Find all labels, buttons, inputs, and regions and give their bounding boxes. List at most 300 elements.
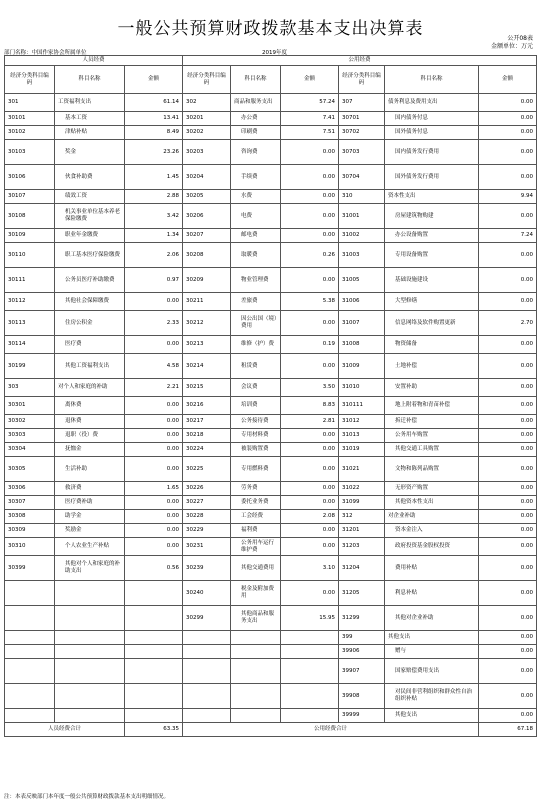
cell-name: 劳务费 <box>231 482 281 496</box>
cell-code: 307 <box>339 94 385 112</box>
cell-amount: 0.00 <box>125 510 183 524</box>
cell-name: 电费 <box>231 204 281 229</box>
cell-code: 30702 <box>339 126 385 140</box>
cell-code <box>5 581 55 606</box>
cell-name: 物业管理费 <box>231 268 281 293</box>
cell-code: 310111 <box>339 397 385 415</box>
cell-name: 伙食补助费 <box>55 165 125 190</box>
cell-code: 30239 <box>183 556 231 581</box>
cell-name: 个人农业生产补贴 <box>55 538 125 556</box>
cell-name: 津贴补贴 <box>55 126 125 140</box>
cell-code <box>5 645 55 659</box>
cell-amount: 0.00 <box>479 293 537 311</box>
cell-name: 其他商品和服务支出 <box>231 606 281 631</box>
cell-name: 专用燃料费 <box>231 457 281 482</box>
cell-amount: 0.00 <box>479 631 537 645</box>
cell-amount: 0.00 <box>479 336 537 354</box>
cell-code: 31022 <box>339 482 385 496</box>
cell-code: 30218 <box>183 429 231 443</box>
cell-amount: 0.00 <box>281 443 339 457</box>
cell-amount: 0.00 <box>281 268 339 293</box>
personnel-total-label: 人员经费合计 <box>5 723 125 737</box>
cell-name: 职工基本医疗保险缴费 <box>55 243 125 268</box>
cell-name: 国内债务发行费用 <box>385 140 479 165</box>
cell-amount: 0.00 <box>479 709 537 723</box>
year-label: 2019年度 <box>262 50 287 56</box>
cell-amount <box>125 631 183 645</box>
cell-amount: 0.00 <box>479 397 537 415</box>
cell-name: 住房公积金 <box>55 311 125 336</box>
cell-amount: 3.42 <box>125 204 183 229</box>
cell-amount: 0.00 <box>281 524 339 538</box>
cell-amount: 0.00 <box>479 165 537 190</box>
cell-name: 地上附着物和青苗补偿 <box>385 397 479 415</box>
header-name: 科目名称 <box>385 66 479 94</box>
cell-amount: 1.34 <box>125 229 183 243</box>
cell-name <box>231 684 281 709</box>
cell-code: 30209 <box>183 268 231 293</box>
cell-code: 30199 <box>5 354 55 379</box>
cell-code: 30701 <box>339 112 385 126</box>
cell-name: 咨询费 <box>231 140 281 165</box>
cell-name: 福利费 <box>231 524 281 538</box>
cell-name: 土地补偿 <box>385 354 479 379</box>
cell-amount: 0.00 <box>281 204 339 229</box>
cell-amount: 0.00 <box>125 293 183 311</box>
table-row <box>5 126 537 140</box>
cell-amount: 0.00 <box>125 336 183 354</box>
cell-name: 被装购置费 <box>231 443 281 457</box>
cell-name: 无形资产购置 <box>385 482 479 496</box>
cell-code: 30202 <box>183 126 231 140</box>
cell-code: 31005 <box>339 268 385 293</box>
cell-amount: 0.00 <box>281 165 339 190</box>
cell-name: 其他工资福利支出 <box>55 354 125 379</box>
cell-amount: 13.41 <box>125 112 183 126</box>
cell-name <box>55 684 125 709</box>
cell-code <box>5 684 55 709</box>
cell-code: 30704 <box>339 165 385 190</box>
table-row <box>5 684 537 709</box>
cell-amount: 0.00 <box>125 429 183 443</box>
cell-code: 30106 <box>5 165 55 190</box>
cell-name: 奖励金 <box>55 524 125 538</box>
cell-amount: 23.26 <box>125 140 183 165</box>
cell-code: 31019 <box>339 443 385 457</box>
cell-name: 资本金注入 <box>385 524 479 538</box>
cell-code: 30208 <box>183 243 231 268</box>
table-row <box>5 457 537 482</box>
cell-amount: 0.00 <box>125 538 183 556</box>
table-row <box>5 354 537 379</box>
cell-name: 资本性支出 <box>385 190 479 204</box>
cell-name <box>55 645 125 659</box>
cell-name <box>55 631 125 645</box>
cell-amount: 0.00 <box>281 538 339 556</box>
cell-name: 办公费 <box>231 112 281 126</box>
cell-code: 31010 <box>339 379 385 397</box>
cell-code: 30206 <box>183 204 231 229</box>
cell-name: 手续费 <box>231 165 281 190</box>
cell-code: 30217 <box>183 415 231 429</box>
cell-name: 税金及附加费用 <box>231 581 281 606</box>
table-row <box>5 645 537 659</box>
cell-code: 30214 <box>183 354 231 379</box>
cell-code: 30226 <box>183 482 231 496</box>
cell-name: 邮电费 <box>231 229 281 243</box>
cell-name: 离休费 <box>55 397 125 415</box>
cell-amount: 2.06 <box>125 243 183 268</box>
cell-amount: 0.00 <box>125 397 183 415</box>
cell-name: 物资储备 <box>385 336 479 354</box>
cell-amount <box>281 631 339 645</box>
cell-amount: 0.00 <box>479 606 537 631</box>
cell-amount: 0.00 <box>479 457 537 482</box>
cell-amount: 0.00 <box>281 311 339 336</box>
cell-name: 专用材料费 <box>231 429 281 443</box>
cell-code: 30101 <box>5 112 55 126</box>
cell-name: 其他对企业补助 <box>385 606 479 631</box>
cell-name: 信息网络及软件购置更新 <box>385 311 479 336</box>
cell-amount: 0.00 <box>281 229 339 243</box>
cell-code: 30299 <box>183 606 231 631</box>
cell-code: 30103 <box>5 140 55 165</box>
cell-name: 委托业务费 <box>231 496 281 510</box>
cell-amount: 0.00 <box>479 354 537 379</box>
header-amount: 金额 <box>479 66 537 94</box>
cell-amount: 0.00 <box>479 415 537 429</box>
cell-amount: 0.00 <box>281 140 339 165</box>
cell-code: 31021 <box>339 457 385 482</box>
cell-amount <box>125 684 183 709</box>
table-row <box>5 524 537 538</box>
cell-name: 培训费 <box>231 397 281 415</box>
cell-name: 公务接待费 <box>231 415 281 429</box>
personnel-group-header: 人员经费 <box>5 56 183 66</box>
cell-code: 30102 <box>5 126 55 140</box>
table-body <box>5 94 537 723</box>
cell-name <box>55 709 125 723</box>
cell-amount: 8.49 <box>125 126 183 140</box>
cell-amount: 0.00 <box>479 482 537 496</box>
table-row <box>5 659 537 684</box>
cell-name: 公务用车购置 <box>385 429 479 443</box>
cell-amount: 0.97 <box>125 268 183 293</box>
cell-amount: 0.00 <box>125 457 183 482</box>
cell-amount: 5.38 <box>281 293 339 311</box>
cell-code <box>5 606 55 631</box>
cell-name: 政府投资基金股权投资 <box>385 538 479 556</box>
table-row <box>5 190 537 204</box>
cell-name: 其他支出 <box>385 709 479 723</box>
cell-name <box>231 709 281 723</box>
cell-amount: 1.65 <box>125 482 183 496</box>
cell-name: 其他对个人和家庭的补助支出 <box>55 556 125 581</box>
footnote: 注：本表反映部门本年度一般公共预算财政拨款基本支出明细情况。 <box>4 794 170 800</box>
cell-code: 31012 <box>339 415 385 429</box>
public-total-label: 公用经费合计 <box>183 723 479 737</box>
cell-code <box>183 659 231 684</box>
cell-name: 其他资本性支出 <box>385 496 479 510</box>
page-title: 一般公共预算财政拨款基本支出决算表 <box>117 19 424 39</box>
cell-code: 312 <box>339 510 385 524</box>
cell-name: 对企业补助 <box>385 510 479 524</box>
cell-code <box>5 659 55 684</box>
cell-code: 30304 <box>5 443 55 457</box>
cell-name: 商品和服务支出 <box>231 94 281 112</box>
cell-amount: 0.00 <box>479 538 537 556</box>
cell-name: 退职（役）费 <box>55 429 125 443</box>
cell-code: 39999 <box>339 709 385 723</box>
cell-code: 30240 <box>183 581 231 606</box>
table-row <box>5 538 537 556</box>
cell-amount <box>281 684 339 709</box>
cell-amount <box>281 659 339 684</box>
cell-name: 绩效工资 <box>55 190 125 204</box>
table-row <box>5 243 537 268</box>
cell-code <box>183 645 231 659</box>
cell-amount: 7.51 <box>281 126 339 140</box>
cell-name: 房屋建筑物购建 <box>385 204 479 229</box>
cell-amount: 3.10 <box>281 556 339 581</box>
budget-table <box>4 55 537 737</box>
cell-code: 30227 <box>183 496 231 510</box>
cell-code: 31204 <box>339 556 385 581</box>
cell-code: 39908 <box>339 684 385 709</box>
cell-code: 31099 <box>339 496 385 510</box>
cell-code: 39906 <box>339 645 385 659</box>
cell-code: 30213 <box>183 336 231 354</box>
cell-code: 30205 <box>183 190 231 204</box>
cell-name: 机关事业单位基本养老保险缴费 <box>55 204 125 229</box>
cell-code: 30207 <box>183 229 231 243</box>
table-row <box>5 581 537 606</box>
cell-amount: 0.00 <box>479 510 537 524</box>
table-row <box>5 204 537 229</box>
cell-amount: 0.00 <box>479 556 537 581</box>
cell-name: 拆迁补偿 <box>385 415 479 429</box>
cell-amount: 0.00 <box>281 496 339 510</box>
table-row <box>5 229 537 243</box>
cell-amount <box>125 606 183 631</box>
cell-name: 维修（护）费 <box>231 336 281 354</box>
cell-name: 其他支出 <box>385 631 479 645</box>
header-code: 经济分类科目编码 <box>5 66 55 94</box>
cell-code: 30307 <box>5 496 55 510</box>
cell-amount: 0.00 <box>281 482 339 496</box>
cell-amount: 0.00 <box>479 659 537 684</box>
cell-name: 国家赔偿费用支出 <box>385 659 479 684</box>
cell-amount: 0.00 <box>479 204 537 229</box>
cell-code: 31001 <box>339 204 385 229</box>
cell-code: 30110 <box>5 243 55 268</box>
cell-code: 30107 <box>5 190 55 204</box>
cell-amount: 0.00 <box>281 190 339 204</box>
cell-name: 利息补贴 <box>385 581 479 606</box>
cell-name: 国外债务发行费用 <box>385 165 479 190</box>
cell-amount: 0.00 <box>479 243 537 268</box>
cell-name: 赠与 <box>385 645 479 659</box>
cell-amount: 0.56 <box>125 556 183 581</box>
cell-code: 30229 <box>183 524 231 538</box>
cell-name: 助学金 <box>55 510 125 524</box>
cell-name: 租赁费 <box>231 354 281 379</box>
cell-amount: 0.00 <box>125 415 183 429</box>
cell-code: 30211 <box>183 293 231 311</box>
cell-code <box>183 709 231 723</box>
cell-amount <box>281 645 339 659</box>
cell-code: 30215 <box>183 379 231 397</box>
cell-name: 文物和陈列品购置 <box>385 457 479 482</box>
cell-amount: 2.21 <box>125 379 183 397</box>
cell-amount: 3.50 <box>281 379 339 397</box>
cell-name: 费用补贴 <box>385 556 479 581</box>
cell-amount: 0.00 <box>479 429 537 443</box>
cell-name: 对民间非营利组织和群众性自治组织补贴 <box>385 684 479 709</box>
cell-amount: 2.88 <box>125 190 183 204</box>
cell-name: 其他交通工具购置 <box>385 443 479 457</box>
cell-amount <box>281 709 339 723</box>
table-row <box>5 165 537 190</box>
cell-name <box>231 659 281 684</box>
cell-name: 工资福利支出 <box>55 94 125 112</box>
cell-name: 差旅费 <box>231 293 281 311</box>
cell-code: 30399 <box>5 556 55 581</box>
cell-name <box>231 645 281 659</box>
table-row <box>5 379 537 397</box>
cell-code: 31205 <box>339 581 385 606</box>
cell-amount <box>125 659 183 684</box>
cell-amount: 61.14 <box>125 94 183 112</box>
cell-amount: 57.24 <box>281 94 339 112</box>
cell-amount: 0.00 <box>479 443 537 457</box>
header-name: 科目名称 <box>231 66 281 94</box>
cell-amount: 2.70 <box>479 311 537 336</box>
cell-amount: 0.00 <box>281 457 339 482</box>
cell-amount: 0.00 <box>479 268 537 293</box>
cell-code: 30231 <box>183 538 231 556</box>
table-row <box>5 429 537 443</box>
cell-amount <box>125 645 183 659</box>
cell-name: 基础设施建设 <box>385 268 479 293</box>
cell-code <box>183 631 231 645</box>
cell-amount: 0.00 <box>479 140 537 165</box>
cell-code: 303 <box>5 379 55 397</box>
cell-amount: 2.33 <box>125 311 183 336</box>
cell-amount: 0.00 <box>479 581 537 606</box>
table-row <box>5 140 537 165</box>
table-row <box>5 397 537 415</box>
cell-name: 水费 <box>231 190 281 204</box>
cell-name: 其他交通费用 <box>231 556 281 581</box>
cell-code: 399 <box>339 631 385 645</box>
cell-name: 工会经费 <box>231 510 281 524</box>
unit-label: 金额单位：万元 <box>490 43 533 50</box>
cell-amount: 0.00 <box>479 126 537 140</box>
cell-name: 奖金 <box>55 140 125 165</box>
cell-code: 39907 <box>339 659 385 684</box>
table-row <box>5 443 537 457</box>
cell-amount: 2.81 <box>281 415 339 429</box>
cell-name: 会议费 <box>231 379 281 397</box>
table-row <box>5 510 537 524</box>
cell-code: 31299 <box>339 606 385 631</box>
cell-amount: 0.00 <box>281 581 339 606</box>
cell-name: 对个人和家庭的补助 <box>55 379 125 397</box>
cell-code: 30310 <box>5 538 55 556</box>
cell-name: 办公设备购置 <box>385 229 479 243</box>
table-row <box>5 631 537 645</box>
cell-amount: 0.00 <box>281 429 339 443</box>
cell-amount: 4.58 <box>125 354 183 379</box>
cell-code: 30301 <box>5 397 55 415</box>
cell-code: 30309 <box>5 524 55 538</box>
cell-name: 取暖费 <box>231 243 281 268</box>
table-code: 公开08表 <box>507 35 533 42</box>
table-row <box>5 293 537 311</box>
cell-amount: 0.00 <box>479 645 537 659</box>
public-group-header: 公用经费 <box>183 56 537 66</box>
cell-name: 印刷费 <box>231 126 281 140</box>
cell-name: 职业年金缴费 <box>55 229 125 243</box>
cell-name: 国外债务付息 <box>385 126 479 140</box>
cell-code: 31002 <box>339 229 385 243</box>
cell-amount <box>125 709 183 723</box>
cell-name: 公务员医疗补助缴费 <box>55 268 125 293</box>
cell-name: 医疗费 <box>55 336 125 354</box>
header-amount: 金额 <box>125 66 183 94</box>
cell-amount: 0.00 <box>125 524 183 538</box>
cell-code: 30204 <box>183 165 231 190</box>
table-row <box>5 556 537 581</box>
cell-amount: 9.94 <box>479 190 537 204</box>
cell-code: 30108 <box>5 204 55 229</box>
cell-amount <box>125 581 183 606</box>
department-label: 部门名称：中国作家协会所属单位 <box>4 50 87 56</box>
table-row <box>5 268 537 293</box>
table-row <box>5 415 537 429</box>
cell-code <box>5 631 55 645</box>
cell-amount: 0.00 <box>479 524 537 538</box>
cell-code <box>183 684 231 709</box>
cell-code: 30228 <box>183 510 231 524</box>
cell-code: 30114 <box>5 336 55 354</box>
header-code: 经济分类科目编码 <box>183 66 231 94</box>
cell-name <box>231 631 281 645</box>
cell-code: 30225 <box>183 457 231 482</box>
cell-name: 债务利息及费用支出 <box>385 94 479 112</box>
cell-code: 30305 <box>5 457 55 482</box>
cell-name: 大型修缮 <box>385 293 479 311</box>
cell-code: 31009 <box>339 354 385 379</box>
cell-amount: 1.45 <box>125 165 183 190</box>
cell-amount: 0.26 <box>281 243 339 268</box>
cell-name: 救济费 <box>55 482 125 496</box>
cell-amount: 0.00 <box>125 443 183 457</box>
table-row <box>5 311 537 336</box>
cell-code: 30111 <box>5 268 55 293</box>
table-row <box>5 336 537 354</box>
public-total-value: 67.18 <box>479 723 537 737</box>
cell-code: 31013 <box>339 429 385 443</box>
cell-code: 30112 <box>5 293 55 311</box>
cell-name <box>55 606 125 631</box>
cell-code: 30212 <box>183 311 231 336</box>
cell-code: 30703 <box>339 140 385 165</box>
table-row <box>5 482 537 496</box>
cell-name: 国内债务付息 <box>385 112 479 126</box>
cell-name <box>55 581 125 606</box>
